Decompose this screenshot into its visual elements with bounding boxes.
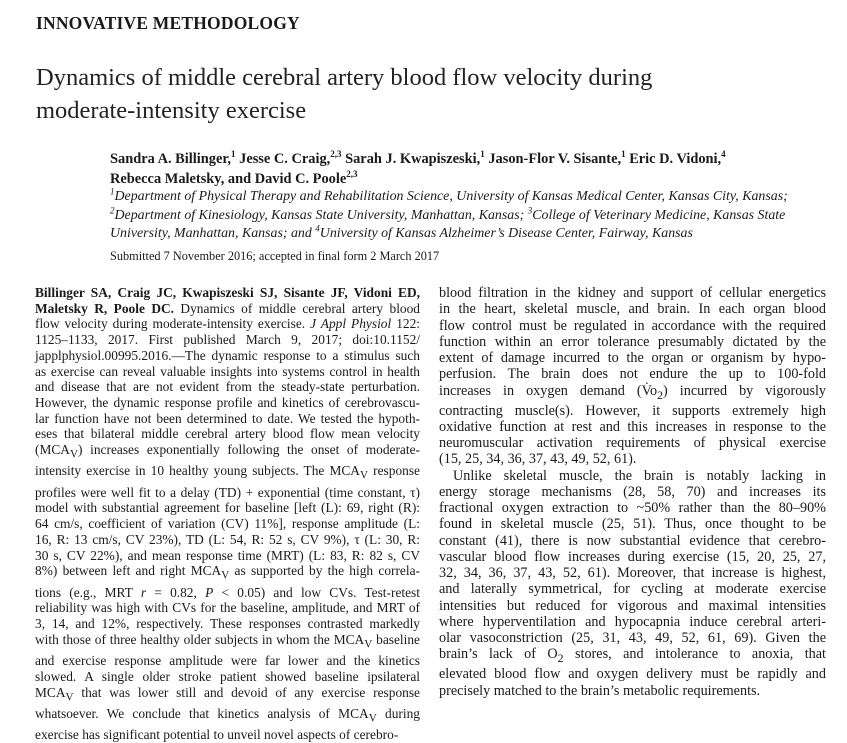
abstract-line: However, the dynamic response profile and kinetics of cerebrovascu- xyxy=(35,394,420,410)
body-column xyxy=(439,285,826,699)
body-line: extent of damage incurred to the organ or organism by hypo- xyxy=(439,350,826,366)
body-line: vascular blood flow increases during exercise (15, 20, 25, 27, xyxy=(439,548,826,565)
section-label: INNOVATIVE METHODOLOGY xyxy=(36,13,300,33)
affiliations xyxy=(110,188,825,244)
body-line: neuromuscular activation requirements of physical exercise xyxy=(439,435,826,452)
abstract-line: flow velocity during moderate-intensity exercise. J Appl Physiol 122: xyxy=(35,316,420,332)
abstract-line: with those of three healthy older subjects in whom the $MCA_V$ baseline xyxy=(35,631,420,651)
author-line: Rebecca Maletsky, and David C. Poole$^{2,3}$ xyxy=(110,169,358,187)
body-line: and laterally symmetrical, for cycling at moderate exercise xyxy=(439,581,826,598)
body-line: fractional oxygen extraction to ~50% rather than the 80–90% xyxy=(439,500,826,517)
body-line: olar vasoconstriction (25, 31, 43, 49, 52, 61, 69). Given the xyxy=(439,630,826,647)
abstract-line: 8%) between left and right $MCA_V$ as supported by the high correla- xyxy=(35,563,421,582)
body-line: in the heart, skeletal muscle, and brain. In each organ blood xyxy=(439,301,826,318)
body-line: where hyperventilation and hypocapnia induce cerebral arteri- xyxy=(439,613,826,630)
submission-dates: Submitted 7 November 2016; accepted in final form 2 March 2017 xyxy=(110,249,440,263)
author-list xyxy=(110,149,830,189)
abstract-line: intensity exercise in 10 healthy young subjects. The $MCA_V$ response xyxy=(35,463,420,483)
abstract-line: tions (e.g., MRT r = 0.82, P < 0.05) and low CVs. Test-retest xyxy=(35,584,420,600)
abstract-line: model with substantial agreement for baseline [left (L): 69, right (R): xyxy=(35,500,420,516)
body-line: energy storage mechanisms (28, 58, 70) and increases its xyxy=(439,483,826,500)
body-line: precisely matched to the brain’s metabolic requirements. xyxy=(439,682,761,699)
abstract-line: slowed. A single older stroke patient showed baseline ipsilateral xyxy=(35,668,420,684)
abstract-line: as exercise can reveal valuable insights into systems control in health xyxy=(35,363,420,379)
abstract-line: reliability was high with CVs for the baseline, amplitude, and MRT of xyxy=(35,600,420,616)
abstract-line: whatsoever. We conclude that kinetics analysis of $MCA_V$ during xyxy=(35,705,420,725)
abstract-line: 16, R: 13 cm/s, CV 23%), TD (L: 54, R: 52 s, CV 9%), τ (L: 30, R: xyxy=(35,531,420,547)
abstract-line: Billinger SA, Craig JC, Kwapiszeski SJ, Sisante JF, Vidoni ED, xyxy=(35,285,420,300)
body-line: intensities but reduced for vigorous and maximal intensities xyxy=(439,597,826,614)
body-line: oxidative function at rest and this increases in response to the xyxy=(439,418,826,435)
abstract-line: 1125–1133, 2017. First published March 9, 2017; doi:10.1152/ xyxy=(35,332,420,348)
affiliation-line: $^2$Department of Kinesiology, Kansas State University, Manhattan, Kansas; $^3$College of Veterinary Medicine, Kansas State xyxy=(110,204,786,223)
abstract-line: $(MCA_V)$ increases exponentially following the onset of moderate- xyxy=(35,442,420,461)
abstract-line: Maletsky R, Poole DC. Dynamics of middle cerebral artery blood xyxy=(35,300,420,316)
abstract-line: lar function have not been determined to date. We tested the hypoth- xyxy=(35,410,420,426)
article-title xyxy=(36,61,816,127)
body-line: constant (41), there is now substantial evidence that cerebro- xyxy=(439,532,826,549)
title-line: moderate-intensity exercise xyxy=(36,97,307,124)
body-line: blood filtration in the kidney and support of cellular energetics xyxy=(439,285,826,301)
abstract-line: exercise has significant potential to unveil novel aspects of cerebro- xyxy=(35,727,399,743)
abstract-line: and exercise response amplitude were far lower and the kinetics xyxy=(35,653,420,669)
affiliation-line: $^1$Department of Physical Therapy and Rehabilitation Science, University of Kansas Medical Center, Kansas City, Kansas; xyxy=(110,186,788,204)
abstract-line: japplphysiol.00995.2016.—The dynamic response to a stimulus such xyxy=(35,347,420,363)
title-line: Dynamics of middle cerebral artery blood flow velocity during xyxy=(36,64,653,91)
abstract-line: $MCA_V$ that was lower still and devoid of any exercise response xyxy=(35,684,420,704)
abstract-line: profiles were well fit to a delay (TD) + exponential (time constant, τ) xyxy=(35,484,420,500)
body-line: brain’s lack of $O_2$ stores, and intolerance to anoxia, that xyxy=(439,646,826,666)
body-line: found in skeletal muscle (25, 51). Thus, once thought to be xyxy=(439,516,826,533)
body-line: function within an error tolerance presumably dictated by the xyxy=(439,333,826,350)
affiliation-line: University, Manhattan, Kansas; and $^4$University of Kansas Alzheimer’s Disease Center, Fairway, Kansas xyxy=(110,223,693,241)
abstract-line: and disease that are not evident from the steady-state perturbation. xyxy=(35,379,420,395)
body-line: Unlike skeletal muscle, the brain is notably lacking in xyxy=(453,467,826,484)
body-line: increases in oxygen demand $(V̇o_2)$ incurred by vigorously xyxy=(439,382,826,402)
body-line: elevated blood flow and oxygen delivery must be rapidly and xyxy=(439,666,826,683)
body-line: flow control must be regulated in accordance with the required xyxy=(439,317,826,334)
abstract-line: 64 cm/s, coefficient of variation (CV) 11%], response amplitude (L: xyxy=(35,516,420,532)
abstract-line: 3, 14, and 12%, respectively. These responses contrasted markedly xyxy=(35,616,420,632)
abstract-line: eses that bilateral middle cerebral artery blood flow mean velocity xyxy=(35,426,420,442)
body-line: contracting muscle(s). However, it supports extremely high xyxy=(439,402,826,419)
body-line: 32, 34, 36, 37, 43, 52, 61). Moreover, that increase is highest, xyxy=(439,565,826,582)
abstract-column xyxy=(35,285,420,743)
body-line: (15, 25, 34, 36, 37, 43, 49, 52, 61). xyxy=(439,451,637,468)
author-line: Sandra A. Billinger,$^1$ Jesse C. Craig,$^{2,3}$ Sarah J. Kwapiszeski,$^1$ Jason-Flor V. Sisante,$^1$ Eric D. Vidoni,$^4$ xyxy=(110,149,726,167)
body-line: perfusion. The brain does not endure the up to 100-fold xyxy=(439,366,826,383)
abstract-line: 30 s, CV 22%), and mean response time (MRT) (L: 83, R: 82 s, CV xyxy=(35,547,420,563)
